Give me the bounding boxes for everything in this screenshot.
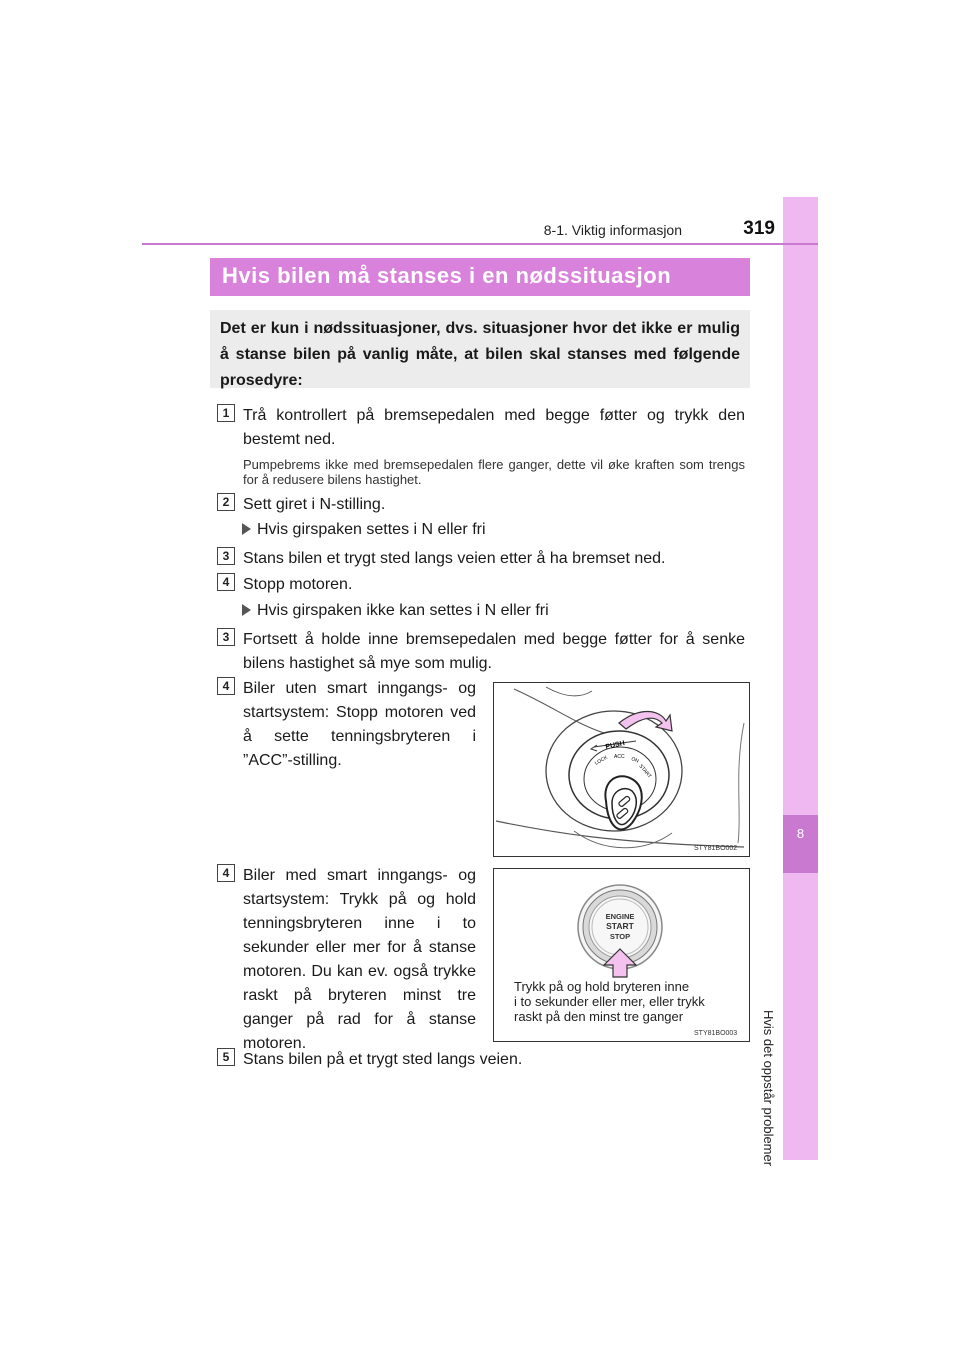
step-number-box: 4: [217, 864, 235, 882]
step-text: Biler uten smart inngangs- og startsystem: Stopp motoren ved å sette tenningsbryteren i ”ACC”-stilling.: [243, 680, 476, 769]
step-number-box: 3: [217, 628, 235, 646]
step-text: Sett giret i N-stilling.: [243, 496, 386, 513]
condition-text: Hvis girspaken ikke kan settes i N eller fri: [257, 602, 549, 619]
header-section: 8-1. Viktig informasjon: [543, 222, 682, 238]
engine-start-button-illustration: [494, 869, 748, 1040]
chapter-title-vertical: Hvis det oppstår problemer: [761, 1010, 776, 1167]
button-label-stop: STOP: [609, 932, 631, 941]
step-note: Pumpebrems ikke med bremsepedalen flere ganger, dette vil øke kraften som trengs for å redusere bilens hastighet.: [243, 457, 745, 487]
step-text: Stopp motoren.: [243, 576, 353, 593]
chapter-side-tab: [783, 197, 818, 1160]
figure-ignition-key: [493, 682, 750, 857]
step-text: Trå kontrollert på bremsepedalen med begge føtter og trykk den bestemt ned.: [243, 407, 745, 448]
header-rule: [142, 243, 818, 245]
condition-heading: [242, 518, 744, 542]
caption-line-1: Trykk på og hold bryteren inne: [514, 979, 690, 994]
chapter-number-box: [783, 815, 818, 873]
chapter-number: 8: [796, 826, 805, 841]
step-number-box: 3: [217, 547, 235, 565]
figure-code: STY81BO002: [694, 845, 738, 852]
intro-box: Det er kun i nødssituasjoner, dvs. situasjoner hvor det ikke er mulig å stanse bilen på vanlig måte, at bilen skal stanses med følgende prosedyre:: [210, 310, 750, 388]
triangle-bullet-icon: [242, 604, 251, 616]
label-push: PUSH: [604, 740, 626, 751]
step-text: Biler med smart inngangs- og startsystem: Trykk på og hold tenningsbryteren inne i to sekunder eller mer for å stanse motoren. Du kan ev. også trykke raskt på bryteren minst tre ganger på rad for å stanse motoren.: [243, 867, 476, 1052]
label-lock: LOCK: [594, 754, 609, 767]
button-label-start: START: [606, 921, 634, 931]
label-start: START: [637, 763, 653, 780]
step-number-box: 5: [217, 1048, 235, 1066]
step-number-box: 2: [217, 493, 235, 511]
condition-text: Hvis girspaken settes i N eller fri: [257, 521, 486, 538]
condition-heading: [242, 599, 744, 623]
label-on: ON: [630, 756, 640, 765]
figure-engine-start-button: [493, 868, 750, 1042]
button-label-engine: ENGINE: [605, 912, 635, 921]
step-text: Fortsett å holde inne bremsepedalen med begge føtter for å senke bilens hastighet så mye som mulig.: [243, 631, 745, 672]
step-number-box: 1: [217, 404, 235, 422]
page-title: Hvis bilen må stanses i en nødssituasjon: [222, 263, 672, 288]
label-acc: ACC: [614, 754, 625, 760]
ignition-key-illustration: [494, 683, 748, 855]
step-number-box: 4: [217, 573, 235, 591]
step-number-box: 4: [217, 677, 235, 695]
step-text: Stans bilen et trygt sted langs veien etter å ha bremset ned.: [243, 550, 666, 567]
step-text: Stans bilen på et trygt sted langs veien.: [243, 1051, 523, 1068]
page-number: 319: [743, 218, 775, 239]
caption-line-3: raskt på den minst tre ganger: [514, 1009, 684, 1024]
caption-line-2: i to sekunder eller mer, eller trykk: [514, 994, 705, 1009]
figure-code: STY81BO003: [694, 1030, 738, 1037]
triangle-bullet-icon: [242, 523, 251, 535]
